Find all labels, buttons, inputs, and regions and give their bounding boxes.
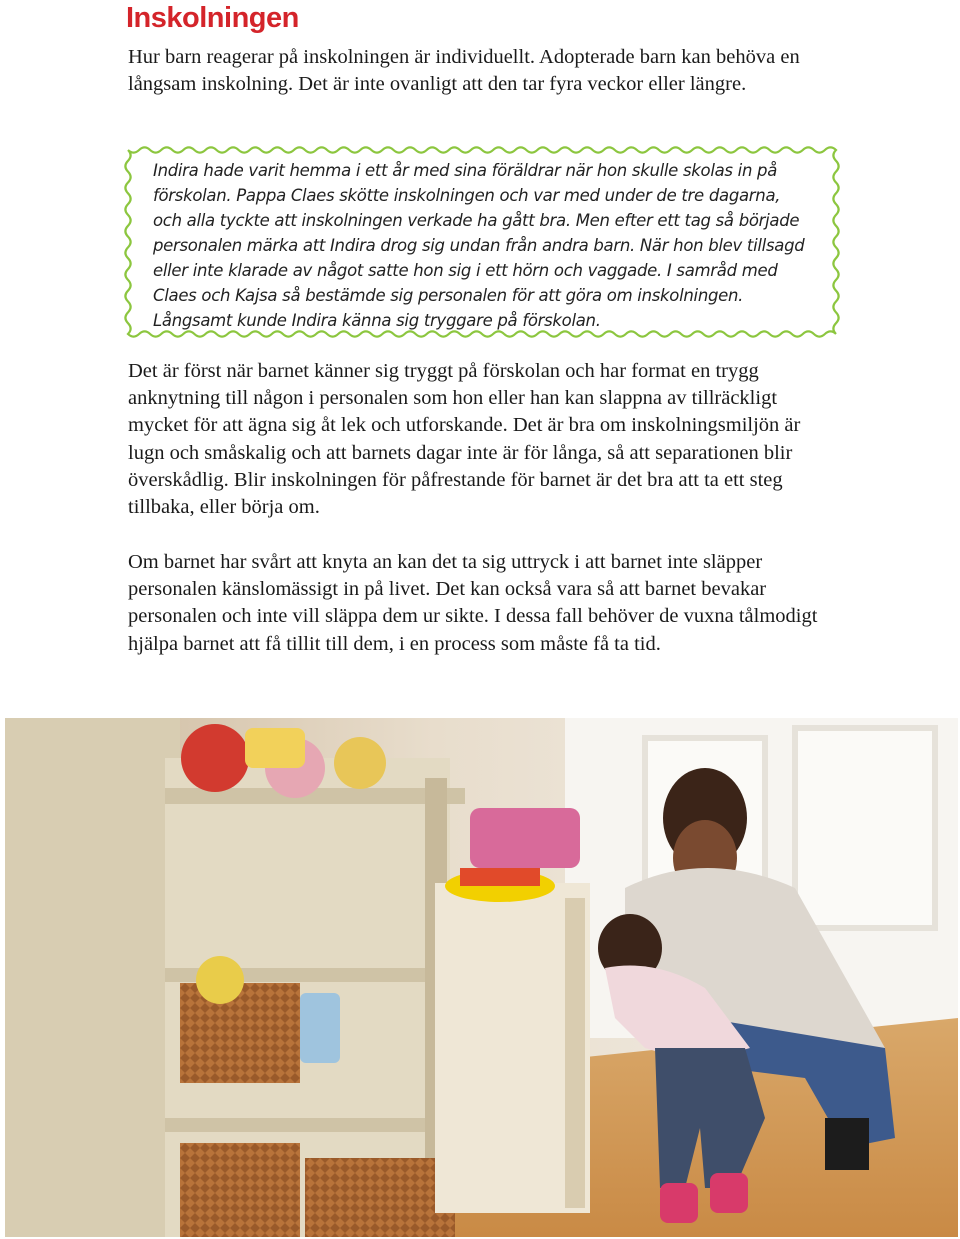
preschool-photo <box>5 718 958 1237</box>
body-paragraph-1: Det är först när barnet känner sig tryggt på förskolan och har format en trygg anknytning till någon i personalen som hon eller han kan slappna av tillräckligt mycket för att ägna sig åt lek och utforskande. Det är bra om inskolningsmiljön är lugn och småskalig och att barnets dagar inte är för långa, så att separationen blir överskådlig. Blir inskolningen för påfrestande för barnet är det bra att ta ett steg tillbaka, eller börja om. <box>128 360 801 519</box>
page-title: Inskolningen <box>126 2 299 34</box>
body-paragraph-2: Om barnet har svårt att knyta an kan det ta sig uttryck i att barnet inte släpper personalen känslomässigt in på livet. Det kan också vara så att barnet bevakar personalen och inte vill släppa dem ur sikte. I dessa fall behöver de vuxna tålmodigt hjälpa barnet att få tillit till dem, i en process som måste få ta tid. <box>128 551 818 655</box>
intro-paragraph: Hur barn reagerar på inskolningen är individuellt. Adopterade barn kan behöva en långsam inskolning. Det är inte ovanligt att den tar fyra veckor eller längre. <box>128 46 800 95</box>
case-story-box <box>122 144 842 340</box>
case-story-text: Indira hade varit hemma i ett år med sina föräldrar när hon skulle skolas in på förskolan. Pappa Claes skötte inskolningen och var med under de tre dagarna, och alla tyckte att inskolningen verkade ha gått bra. Men efter ett tag så började personalen märka att Indira drog sig undan från andra barn. När hon blev tillsagd eller inte klarade av något satte hon sig i ett hörn och vaggade. I samråd med Claes och Kajsa så bestämde sig personalen för att göra om inskolningen. Långsamt kunde Indira känna sig tryggare på förskolan. <box>153 161 805 330</box>
